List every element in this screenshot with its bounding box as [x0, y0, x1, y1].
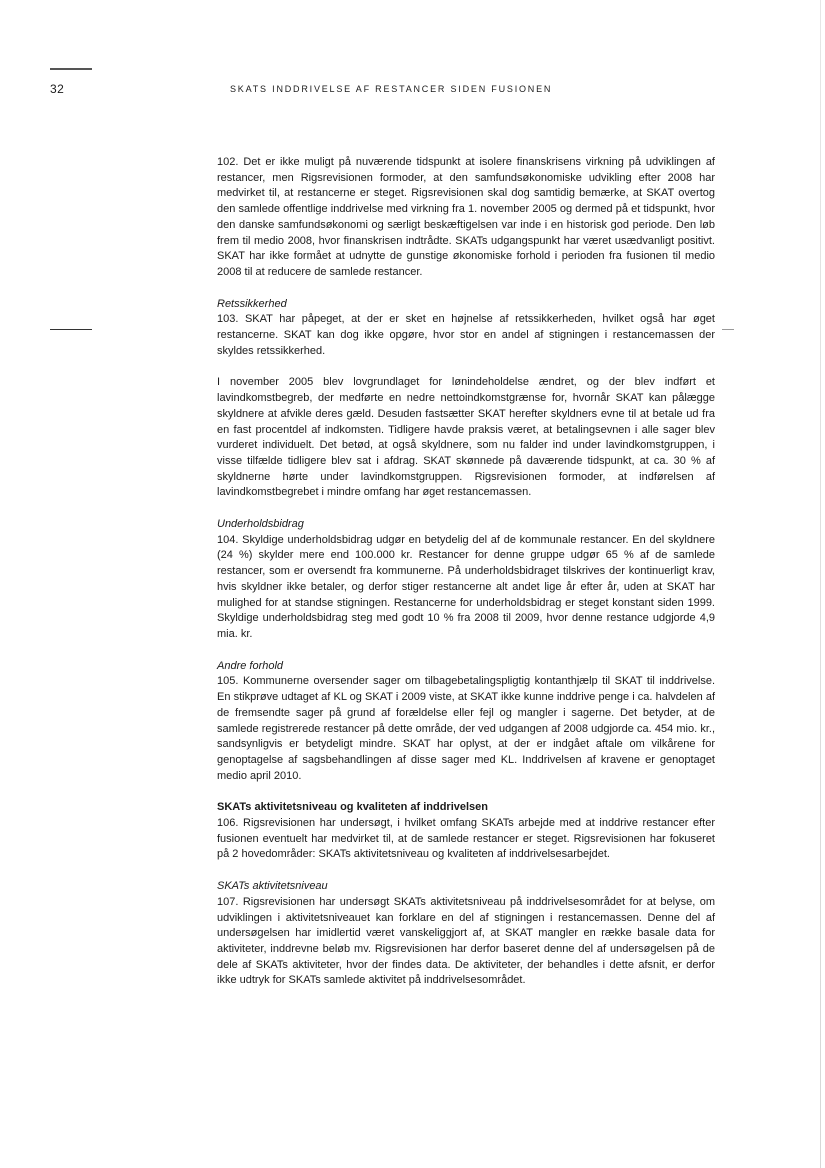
top-margin-rule: [50, 68, 92, 70]
paragraph-104: 104. Skyldige underholdsbidrag udgør en betydelig del af de kommunale restancer. En del skyldnere (24 %) skylder mere end 100.000 kr. Restancer for denne gruppe udgør 65 % af de samlede restancer, som er oversendt fra kommunerne. På underholdsbidraget tilskrives der kontinuerligt krav, hvis skyldner ikke betaler, og derfor stiger restancerne alt andet lige år efter år, uden at SKAT har mulighed for at standse stigningen. Restancerne for underholdsbidrag er steget konstant siden 1999. Skyldige underholdsbidrag steg med godt 10 % fra 2008 til 2009, hvor denne restance udgjorde 4,9 mia. kr.: [217, 533, 715, 640]
subheading-retssikkerhed: Retssikkerhed: [217, 297, 287, 310]
section-lavindkomst: [217, 375, 715, 501]
paragraph-lavindkomst: I november 2005 blev lovgrundlaget for lønindeholdelse ændret, og der blev indført et lavindkomstbegreb, der medførte en nedre nettoindkomstgrænse for, hvornår SKAT kan pålægge skyldnere at afvikle deres gæld. Desuden fastsætter SKAT herefter skyldners evne til at betale ud fra en fast procentdel af indkomsten. Tidligere havde praksis været, at betalingsevnen i alle sager blev vurderet individuelt. Det betød, at også skyldnere, som nu falder ind under lavindkomstgruppen, i visse tilfælde tidligere blev sat i afdrag. SKAT skønnede på daværende tidspunkt, at ca. 30 % af skyldnerne hørte under lavindkomstgruppen. Rigsrevisionen formoder, at indførelsen af lavindkomstbegrebet i mindre omfang har øget restancemassen.: [217, 376, 715, 499]
heading-aktivitetsniveau-kvalitet: SKATs aktivitetsniveau og kvaliteten af inddrivelsen: [217, 801, 489, 814]
subheading-underholdsbidrag: Underholdsbidrag: [217, 518, 304, 531]
margin-rule: [50, 329, 92, 330]
subheading-aktivitetsniveau: SKATs aktivitetsniveau: [217, 880, 328, 893]
paragraph-103: 103. SKAT har påpeget, at der er sket en højnelse af retssikkerheden, hvilket også har øget restancerne. SKAT kan dog ikke opgøre, hvor stor en andel af stigningen i restancemassen der skyldes retssikkerhed.: [217, 313, 715, 357]
margin-tick: [722, 329, 734, 330]
section-aktivitetsniveau: [217, 879, 715, 989]
paragraph-102: 102. Det er ikke muligt på nuværende tidspunkt at isolere finanskrisens virkning på udviklingen af restancer, men Rigsrevisionen formoder, at den samfundsøkonomiske udvikling efter 2008 har medvirket til, at restancerne er steget. Rigsrevisionen skal dog samtidig bemærke, at SKAT overtog den samlede offentlige inddrivelse med virkning fra 1. november 2005 og dermed på et tidspunkt, hvor den danske samfundsøkonomi og særligt beskæftigelsen var inde i en historisk god periode. Den løb frem til medio 2008, hvor finanskrisen indtrådte. SKATs udgangspunkt har været usædvanligt positivt. SKAT har ikke formået at udnytte de gunstige økonomiske forhold i perioden fra fusionen til medio 2008 til at reducere de samlede restancer.: [217, 156, 715, 278]
paragraph-105: 105. Kommunerne oversender sager om tilbagebetalingspligtig kontanthjælp til SKAT til inddrivelse. En stikprøve udtaget af KL og SKAT i 2009 viste, at SKAT ikke kunne inddrive penge i ca. halvdelen af de fremsendte sager på grund af forældelse eller fejl og mangler i sagerne. Det betyder, at de samlede registrerede restancer på dette område, der ved udgangen af 2008 udgjorde ca. 454 mio. kr., sandsynligvis er betydeligt mindre. SKAT har oplyst, at der er indgået aftale om vilkårene for genoptagelse af sagsbehandlingen af disse sager med KL. Inddrivelsen af kravene er genoptaget medio april 2010.: [217, 675, 715, 782]
paragraph-106: 106. Rigsrevisionen har undersøgt, i hvilket omfang SKATs arbejde med at inddrive restancer efter fusionen eventuelt har medvirket til, at de samlede restancer er steget. Rigsrevisionen har fokuseret på 2 hovedområder: SKATs aktivitetsniveau og kvaliteten af inddrivelsesarbejdet.: [217, 817, 715, 861]
section-aktivitetsniveau-kvalitet: [217, 800, 715, 863]
scan-edge: [820, 0, 821, 1168]
subheading-andre-forhold: Andre forhold: [217, 659, 284, 672]
page-number: 32: [50, 82, 65, 96]
section-andre-forhold: [217, 659, 715, 785]
section-underholdsbidrag: [217, 517, 715, 643]
running-header: SKATS INDDRIVELSE AF RESTANCER SIDEN FUSIONEN: [230, 84, 553, 94]
section-102: [217, 155, 715, 281]
body-text: [217, 155, 715, 989]
paragraph-107: 107. Rigsrevisionen har undersøgt SKATs aktivitetsniveau på inddrivelsesområdet for at belyse, om udviklingen i aktivitetsniveauet kan forklare en del af stigningen i restancemassen. Denne del af undersøgelsen har imidlertid været vanskeliggjort af, at SKAT mangler en række basale data for aktiviteter, inddrevne beløb mv. Rigsrevisionen har derfor baseret denne del af undersøgelsen på de dele af SKATs aktiviteter, hvor der findes data. De aktiviteter, der behandles i dette afsnit, er derfor ikke udtryk for SKATs samlede aktivitet på inddrivelsesområdet.: [217, 895, 715, 987]
section-retssikkerhed: [217, 297, 715, 360]
